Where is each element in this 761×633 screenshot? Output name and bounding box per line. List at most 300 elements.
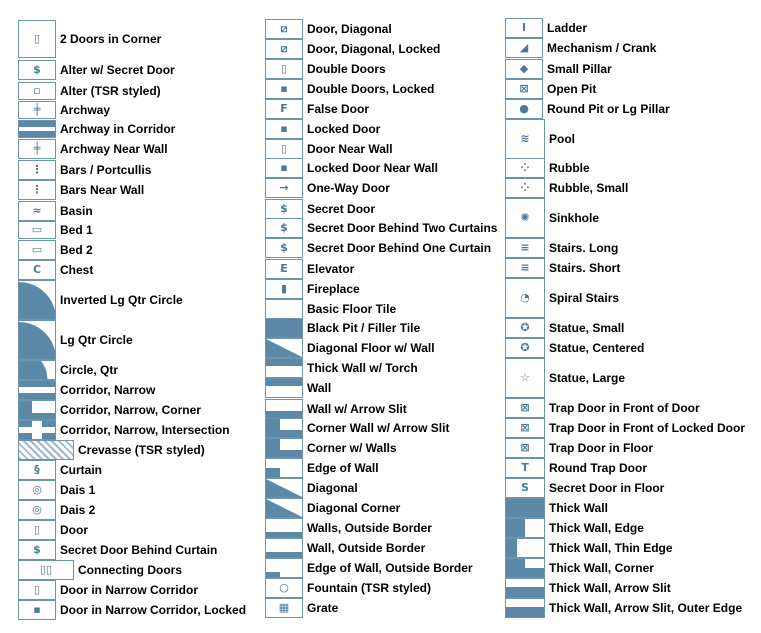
symbol-glyph: ▯ <box>280 142 288 155</box>
door-diagonal-locked-icon <box>265 39 303 59</box>
symbol-glyph: ≡ <box>520 241 530 254</box>
legend-row <box>505 478 664 498</box>
symbol-glyph: ≋ <box>520 132 530 145</box>
legend-label: Door, Diagonal, Locked <box>307 42 441 56</box>
symbol-glyph: C <box>32 263 42 276</box>
legend-row <box>18 160 151 180</box>
legend-row <box>265 259 354 279</box>
legend-label: Black Pit / Filler Tile <box>307 321 421 335</box>
legend-row <box>265 498 400 518</box>
locked-door-icon <box>265 119 303 139</box>
legend-row <box>265 39 440 59</box>
thick-wall-slit-icon <box>505 578 545 598</box>
corridor-cross-icon <box>18 420 56 440</box>
legend-label: Secret Door in Floor <box>549 481 665 495</box>
pillar-icon <box>505 59 543 79</box>
legend-row <box>265 478 358 498</box>
symbol-glyph: ▯▯ <box>39 563 53 576</box>
legend-row <box>18 580 198 600</box>
torch-wall-icon <box>265 358 303 378</box>
legend-row <box>505 438 653 458</box>
wall-border-icon <box>265 538 303 558</box>
legend-row <box>265 199 375 219</box>
symbol-glyph: ▪ <box>280 122 288 135</box>
quarter-circle-icon <box>18 360 56 380</box>
fireplace-icon <box>265 279 303 299</box>
legend-row <box>505 498 608 518</box>
legend-row <box>18 480 95 500</box>
legend-row <box>18 20 161 58</box>
legend-row <box>265 338 435 358</box>
symbol-glyph: ⊠ <box>519 82 529 95</box>
symbol-glyph: $ <box>280 241 288 254</box>
door-corridor-locked-icon <box>18 600 56 620</box>
legend-label: Spiral Stairs <box>549 291 620 305</box>
symbol-glyph: I <box>521 21 527 34</box>
legend-label: Locked Door Near Wall <box>307 161 438 175</box>
stairs-short-icon <box>505 258 545 278</box>
stairs-long-icon <box>505 238 545 258</box>
door-corridor-icon <box>18 580 56 600</box>
symbol-glyph: ⊠ <box>520 441 530 454</box>
legend-label: Corridor, Narrow <box>60 383 156 397</box>
symbol-glyph: § <box>34 463 40 476</box>
legend-row <box>505 458 647 478</box>
symbol-glyph: ▪ <box>280 161 288 174</box>
legend-row <box>18 82 161 100</box>
legend-label: Walls, Outside Border <box>307 521 432 535</box>
walls-border-icon <box>265 518 303 538</box>
trap-door-icon <box>505 438 545 458</box>
legend-label: Edge of Wall, Outside Border <box>307 561 473 575</box>
legend-label: Basic Floor Tile <box>307 302 397 316</box>
legend-row <box>18 201 93 221</box>
secret-door-curtains-icon <box>265 218 303 238</box>
legend-row <box>265 578 431 598</box>
legend-label: Door Near Wall <box>307 142 393 156</box>
legend-label: Round Pit or Lg Pillar <box>547 102 670 116</box>
thick-wall-slit-edge-icon <box>505 598 545 618</box>
legend-row <box>18 460 102 480</box>
symbol-glyph: ▫ <box>33 84 41 97</box>
legend-label: Bars Near Wall <box>60 183 145 197</box>
wall-edge-icon <box>265 458 303 478</box>
statue-large-icon <box>505 358 545 398</box>
statue-small-icon <box>505 318 545 338</box>
secret-door-curtain-icon <box>18 540 56 560</box>
legend-label: Corner Wall w/ Arrow Slit <box>307 421 450 435</box>
legend-row <box>505 598 742 618</box>
legend-label: Wall, Outside Border <box>307 541 426 555</box>
legend-row <box>505 119 575 159</box>
legend-row <box>18 180 144 200</box>
legend-row <box>505 278 619 318</box>
legend-row <box>265 399 407 419</box>
symbol-glyph: ╪ <box>33 103 41 116</box>
legend-row <box>505 59 612 79</box>
symbol-glyph: ≈ <box>32 204 42 217</box>
legend-row <box>265 299 396 319</box>
legend-label: Grate <box>307 601 339 615</box>
legend-label: Door in Narrow Corridor <box>60 583 199 597</box>
legend-label: Double Doors <box>307 62 386 76</box>
legend-row <box>505 18 587 38</box>
symbol-glyph: ▮ <box>280 282 288 295</box>
legend-label: Statue, Small <box>549 321 625 335</box>
legend-label: Diagonal Corner <box>307 501 401 515</box>
symbol-glyph: ⁘ <box>520 181 530 194</box>
symbol-glyph: ✪ <box>520 341 530 354</box>
spiral-stairs-icon <box>505 278 545 318</box>
legend-label: Round Trap Door <box>549 461 647 475</box>
legend-label: Statue, Large <box>549 371 626 385</box>
symbol-glyph: ▯ <box>280 62 288 75</box>
symbol-glyph: ⋮ <box>31 163 43 176</box>
symbol-glyph: $ <box>280 202 288 215</box>
corner-walls-icon <box>265 438 303 458</box>
rubble-small-icon <box>505 178 545 198</box>
legend-label: Bed 1 <box>60 223 93 237</box>
legend-label: Fountain (TSR styled) <box>307 581 431 595</box>
legend-label: Statue, Centered <box>549 341 645 355</box>
legend-label: One-Way Door <box>307 181 390 195</box>
legend-row <box>18 101 110 119</box>
legend-label: Elevator <box>307 262 355 276</box>
symbol-glyph: ◢ <box>519 41 529 54</box>
symbol-glyph: ▭ <box>31 243 43 256</box>
door-wall-icon <box>265 139 303 159</box>
symbol-glyph: → <box>279 181 289 194</box>
legend-row <box>265 158 438 178</box>
legend-label: Locked Door <box>307 122 381 136</box>
one-way-door-icon <box>265 178 303 198</box>
legend-label: Archway Near Wall <box>60 142 168 156</box>
legend-label: Alter w/ Secret Door <box>60 63 175 77</box>
round-trap-icon <box>505 458 545 478</box>
altar-icon <box>18 82 56 100</box>
legend-row <box>18 320 133 360</box>
legend-row <box>265 119 380 139</box>
sinkhole-icon <box>505 198 545 238</box>
legend-row <box>505 79 596 99</box>
legend-row <box>505 178 628 198</box>
round-pit-icon <box>505 99 543 119</box>
symbol-glyph: ▪ <box>280 82 288 95</box>
legend-label: Bed 2 <box>60 243 93 257</box>
legend-label: Open Pit <box>547 82 597 96</box>
legend-row <box>265 178 390 198</box>
legend-row <box>265 279 360 299</box>
archway-icon <box>18 101 56 119</box>
legend-row <box>265 19 392 39</box>
legend-row <box>265 378 331 398</box>
corridor-icon <box>18 380 56 400</box>
legend-row <box>18 380 155 400</box>
quarter-circle-icon <box>18 280 56 320</box>
legend-row <box>18 260 93 280</box>
legend-label: Pool <box>549 132 575 146</box>
filler-tile-icon <box>265 318 303 338</box>
chest-icon <box>18 260 56 280</box>
legend-row <box>265 418 449 438</box>
legend-row <box>18 600 246 620</box>
diagonal-icon <box>265 478 303 498</box>
symbol-glyph: ○ <box>279 581 289 594</box>
locked-door-wall-icon <box>265 158 303 178</box>
legend-label: Thick Wall w/ Torch <box>307 361 418 375</box>
legend-label: Ladder <box>547 21 588 35</box>
legend-row <box>18 120 175 138</box>
legend-row <box>18 520 88 540</box>
legend-label: Connecting Doors <box>78 563 182 577</box>
rubble-icon <box>505 158 545 178</box>
legend-row <box>18 60 175 80</box>
legend-label: Mechanism / Crank <box>547 41 657 55</box>
legend-label: Small Pillar <box>547 62 612 76</box>
symbol-glyph: ⊠ <box>520 421 530 434</box>
legend-label: Circle, Qtr <box>60 363 119 377</box>
crank-icon <box>505 38 543 58</box>
legend-row <box>18 500 95 520</box>
symbol-glyph: ▭ <box>31 223 43 236</box>
legend-label: Corridor, Narrow, Intersection <box>60 423 230 437</box>
legend-row <box>505 198 599 238</box>
symbol-glyph: ◎ <box>32 503 42 516</box>
statue-centered-icon <box>505 338 545 358</box>
symbol-glyph: ✺ <box>520 211 530 224</box>
secret-door-curtain-icon <box>265 238 303 258</box>
legend-row <box>265 598 338 618</box>
legend-row <box>265 218 497 238</box>
legend-label: Rubble <box>549 161 590 175</box>
legend-label: Basin <box>60 204 93 218</box>
legend-row <box>18 280 183 320</box>
legend-row <box>265 238 491 258</box>
arrow-slit-icon <box>265 399 303 419</box>
symbol-glyph: ▯ <box>33 583 41 596</box>
legend-row <box>265 99 369 119</box>
ladder-icon <box>505 18 543 38</box>
legend-label: 2 Doors in Corner <box>60 32 162 46</box>
legend-label: Archway in Corridor <box>60 122 176 136</box>
legend-row <box>505 158 590 178</box>
legend-label: Bars / Portcullis <box>60 163 152 177</box>
legend-row <box>265 358 418 378</box>
legend-label: Thick Wall, Edge <box>549 521 644 535</box>
legend-label: Sinkhole <box>549 211 600 225</box>
legend-label: Door <box>60 523 88 537</box>
legend-label: Inverted Lg Qtr Circle <box>60 293 183 307</box>
legend-row <box>505 238 618 258</box>
thick-wall-corner-icon <box>505 558 545 578</box>
legend-label: Secret Door <box>307 202 376 216</box>
legend-label: Dais 2 <box>60 503 96 517</box>
legend-row <box>265 458 379 478</box>
legend-label: Thick Wall <box>549 501 608 515</box>
legend-label: Secret Door Behind One Curtain <box>307 241 492 255</box>
legend-label: Lg Qtr Circle <box>60 333 133 347</box>
legend-row <box>18 540 217 560</box>
legend-row <box>18 420 230 440</box>
legend-row <box>18 560 182 580</box>
archway-wall-icon <box>18 139 56 159</box>
legend-label: Dais 1 <box>60 483 96 497</box>
legend-label: Edge of Wall <box>307 461 379 475</box>
symbol-glyph: ⊠ <box>520 401 530 414</box>
legend-row <box>505 99 670 119</box>
symbol-glyph: ⧄ <box>280 22 288 35</box>
bars-icon <box>18 160 56 180</box>
symbol-glyph: ╪ <box>33 142 41 155</box>
symbol-glyph: ✪ <box>520 321 530 334</box>
legend-row <box>505 558 654 578</box>
legend-label: Corridor, Narrow, Corner <box>60 403 201 417</box>
trap-door-locked-icon <box>505 418 545 438</box>
legend-row <box>505 418 745 438</box>
curtain-icon <box>18 460 56 480</box>
symbol-glyph: ▪ <box>33 603 41 616</box>
legend-label: Chest <box>60 263 94 277</box>
wall-icon <box>265 378 303 398</box>
symbol-glyph: ⧄ <box>280 42 288 55</box>
grate-icon <box>265 598 303 618</box>
door-diagonal-icon <box>265 19 303 39</box>
symbol-glyph: ☆ <box>520 371 530 384</box>
thick-wall-thin-edge-icon <box>505 538 545 558</box>
legend-row <box>18 400 201 420</box>
legend-label: False Door <box>307 102 370 116</box>
legend-label: Double Doors, Locked <box>307 82 435 96</box>
legend-row <box>505 258 620 278</box>
bed-icon <box>18 221 56 239</box>
legend-row <box>265 538 425 558</box>
legend-label: Secret Door Behind Two Curtains <box>307 221 498 235</box>
symbol-glyph: ⋮ <box>31 183 43 196</box>
legend-label: Fireplace <box>307 282 360 296</box>
false-door-icon <box>265 99 303 119</box>
legend-row <box>505 358 625 398</box>
wall-edge-border-icon <box>265 558 303 578</box>
legend-label: Stairs. Short <box>549 261 621 275</box>
symbol-glyph: ◔ <box>520 291 530 304</box>
symbol-glyph: $ <box>33 63 41 76</box>
archway-corridor-icon <box>18 120 56 138</box>
floor-tile-icon <box>265 299 303 319</box>
legend-row <box>18 139 168 159</box>
legend-row <box>505 578 671 598</box>
symbol-glyph: ▦ <box>278 601 290 614</box>
two-doors-icon <box>18 20 56 58</box>
legend-row <box>18 440 205 460</box>
legend-label: Alter (TSR styled) <box>60 84 161 98</box>
legend-row <box>505 398 700 418</box>
symbol-glyph: $ <box>33 543 41 556</box>
legend-row <box>505 38 656 58</box>
legend-label: Secret Door Behind Curtain <box>60 543 218 557</box>
legend-label: Corner w/ Walls <box>307 441 397 455</box>
symbol-glyph: ▯ <box>33 523 41 536</box>
diagonal-floor-icon <box>265 338 303 358</box>
symbol-glyph: $ <box>280 221 288 234</box>
symbol-glyph: S <box>521 481 529 494</box>
legend-row <box>265 518 432 538</box>
legend-row <box>265 558 473 578</box>
legend-label: Trap Door in Front of Locked Door <box>549 421 745 435</box>
legend-row <box>505 318 624 338</box>
dais-icon <box>18 480 56 500</box>
bars-wall-icon <box>18 180 56 200</box>
crevasse-icon <box>18 440 74 460</box>
legend-label: Rubble, Small <box>549 181 629 195</box>
legend-label: Trap Door in Floor <box>549 441 653 455</box>
legend-row <box>18 221 93 239</box>
thick-wall-icon <box>505 498 545 518</box>
legend-row <box>265 318 420 338</box>
legend-label: Diagonal Floor w/ Wall <box>307 341 435 355</box>
basin-icon <box>18 201 56 221</box>
secret-door-icon <box>265 199 303 219</box>
legend-label: Door, Diagonal <box>307 22 392 36</box>
legend-label: Thick Wall, Corner <box>549 561 654 575</box>
symbol-glyph: ▯ <box>33 32 41 45</box>
symbol-glyph: E <box>280 262 288 275</box>
legend-row <box>265 438 397 458</box>
legend-label: Crevasse (TSR styled) <box>78 443 205 457</box>
legend-label: Archway <box>60 103 111 117</box>
symbol-glyph: F <box>280 102 288 115</box>
symbol-glyph: ⁘ <box>520 161 530 174</box>
secret-floor-door-icon <box>505 478 545 498</box>
legend-label: Thick Wall, Thin Edge <box>549 541 673 555</box>
legend-row <box>18 240 93 260</box>
bed-icon <box>18 240 56 260</box>
altar-secret-icon <box>18 60 56 80</box>
symbol-glyph: T <box>521 461 529 474</box>
legend-label: Diagonal <box>307 481 358 495</box>
symbol-glyph: ≡ <box>520 261 530 274</box>
double-doors-icon <box>265 59 303 79</box>
symbol-glyph: ◎ <box>32 483 42 496</box>
dais-icon <box>18 500 56 520</box>
legend-label: Wall w/ Arrow Slit <box>307 402 407 416</box>
legend-row <box>18 360 118 380</box>
corner-arrow-slit-icon <box>265 418 303 438</box>
fountain-icon <box>265 578 303 598</box>
symbol-glyph: ● <box>519 102 529 115</box>
legend-label: Thick Wall, Arrow Slit <box>549 581 671 595</box>
legend-label: Door in Narrow Corridor, Locked <box>60 603 247 617</box>
legend-label: Thick Wall, Arrow Slit, Outer Edge <box>549 601 743 615</box>
diagonal-corner-icon <box>265 498 303 518</box>
legend-row <box>505 518 644 538</box>
pool-icon <box>505 119 545 159</box>
legend-label: Stairs. Long <box>549 241 619 255</box>
connecting-doors-icon <box>18 560 74 580</box>
corridor-corner-icon <box>18 400 56 420</box>
trap-door-door-icon <box>505 398 545 418</box>
door-icon <box>18 520 56 540</box>
legend-label: Curtain <box>60 463 102 477</box>
quarter-circle-icon <box>18 320 56 360</box>
symbol-glyph: ◆ <box>519 62 529 75</box>
elevator-icon <box>265 259 303 279</box>
legend-row <box>505 538 673 558</box>
legend-row <box>265 59 386 79</box>
open-pit-icon <box>505 79 543 99</box>
legend-label: Trap Door in Front of Door <box>549 401 700 415</box>
double-doors-locked-icon <box>265 79 303 99</box>
legend-row <box>265 139 393 159</box>
